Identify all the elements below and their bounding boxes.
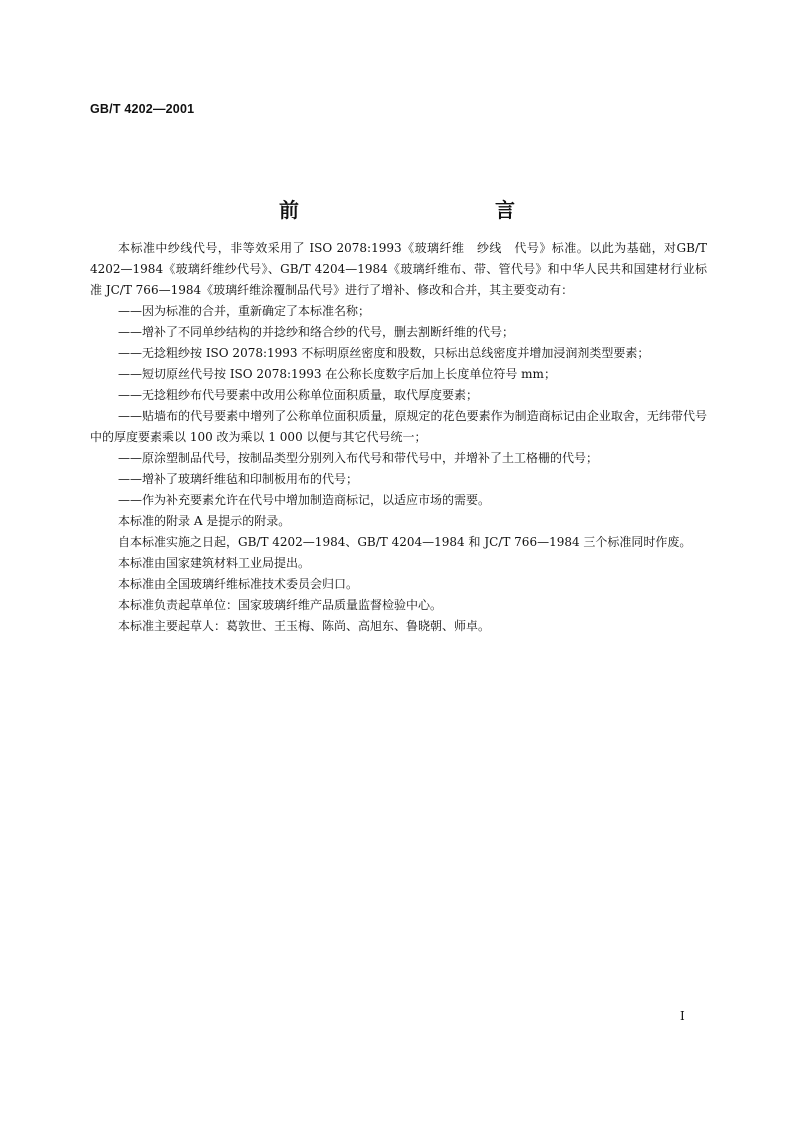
change-item-roving: ——无捻粗纱按 ISO 2078:1993 不标明原丝密度和股数，只标出总线密度并增加浸润剂类型要素；	[118, 346, 650, 360]
committee-note: 本标准由全国玻璃纤维标准技术委员会归口。	[118, 577, 359, 591]
change-item-mat-and-pcb-fabric: ——增补了玻璃纤维毡和印制板用布的代号；	[118, 472, 359, 486]
page-number: I	[680, 1009, 685, 1023]
proposer-note: 本标准由国家建筑材料工业局提出。	[118, 556, 311, 570]
page-title: 前 言	[279, 198, 567, 222]
change-item-standard-name: ——因为标准的合并，重新确定了本标准名称；	[118, 304, 371, 318]
change-item-woven-roving: ——无捻粗纱布代号要素中改用公称单位面积质量，取代厚度要素；	[118, 388, 479, 402]
intro-paragraph: 本标准中纱线代号，非等效采用了 ISO 2078:1993《玻璃纤维 纱线 代号》标准。以此为基础，对GB/T 4202—1984《玻璃纤维纱代号》、GB/T 4204—1984《玻璃纤维布、带、管代号》和中华人民共和国建材行业标准 JC/T 766—1984《玻璃纤维涂覆制品代号》进行了增补、修改和合并，其主要变动有：	[90, 241, 707, 297]
change-item-plied-yarn: ——增补了不同单纱结构的并捻纱和络合纱的代号，删去割断纤维的代号；	[118, 325, 515, 339]
change-item-chopped-strand: ——短切原丝代号按 ISO 2078:1993 在公称长度数字后加上长度单位符号 mm；	[118, 367, 556, 381]
change-item-manufacturer-mark: ——作为补充要素允许在代号中增加制造商标记，以适应市场的需要。	[118, 493, 491, 507]
drafting-unit-note: 本标准负责起草单位：国家玻璃纤维产品质量监督检验中心。	[118, 598, 443, 612]
appendix-note: 本标准的附录 A 是提示的附录。	[118, 514, 291, 528]
change-item-wall-covering: ——贴墙布的代号要素中增列了公称单位面积质量，原规定的花色要素作为制造商标记由企业取舍，无纬带代号中的厚度要素乘以 100 改为乘以 1 000 以便与其它代号统一；	[90, 409, 707, 444]
drafters-note: 本标准主要起草人：葛敦世、王玉梅、陈尚、高旭东、鲁晓朝、师卓。	[118, 619, 491, 633]
change-item-coated-products: ——原涂塑制品代号，按制品类型分别列入布代号和带代号中，并增补了土工格栅的代号；	[118, 451, 599, 465]
foreword-body	[90, 238, 707, 637]
standard-code-header: GB/T 4202—2001	[90, 102, 195, 116]
superseded-standards-note: 自本标准实施之日起，GB/T 4202—1984、GB/T 4204—1984 和 JC/T 766—1984 三个标准同时作废。	[118, 535, 692, 549]
